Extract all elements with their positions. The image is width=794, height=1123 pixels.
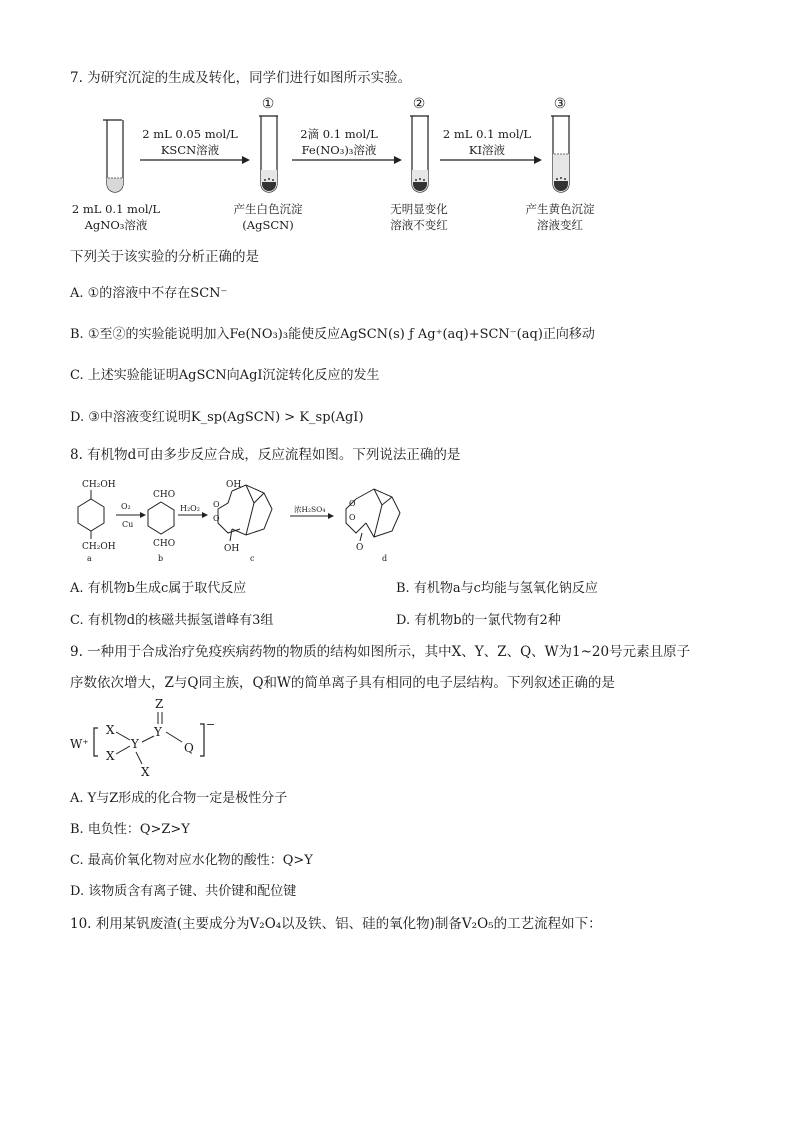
atom-q: Q [184, 741, 194, 755]
arrow-c-to-d [290, 504, 334, 519]
q7-option-c[interactable]: C. 上述实验能证明AgSCN向AgI沉淀转化反应的发生 [70, 368, 380, 383]
b-cho-top: CHO [153, 490, 176, 500]
reagent-o2: O₂ [121, 502, 131, 511]
charge-minus: − [206, 718, 216, 731]
q7-option-a[interactable]: A. ①的溶液中不存在SCN⁻ [70, 286, 228, 301]
q8-option-b[interactable]: B. 有机物a与c均能与氢氧化钠反应 [396, 581, 598, 596]
c-o-1: O [213, 500, 220, 509]
reagent-h2so4: 浓H₂SO₄ [294, 505, 326, 514]
q9-structure [66, 694, 236, 780]
reagent-h2o2: H₂O₂ [180, 504, 200, 513]
test-tube-2 [410, 116, 429, 192]
mark-2: ② [412, 96, 426, 112]
q9-option-a[interactable]: A. Y与Z形成的化合物一定是极性分子 [70, 791, 288, 806]
arrow1-label: 2 mL 0.05 mol/L KSCN溶液 [142, 127, 238, 157]
q7-prompt: 下列关于该实验的分析正确的是 [70, 249, 259, 265]
q8-option-c[interactable]: C. 有机物d的核磁共振氢谱峰有3组 [70, 613, 274, 628]
atom-x-1: X [106, 723, 115, 737]
label-b: b [158, 554, 164, 563]
d-o-1: O [349, 499, 356, 508]
arrow-a-to-b [116, 502, 146, 529]
q9-option-c[interactable]: C. 最高价氧化物对应水化物的酸性：Q>Y [70, 853, 313, 868]
tube3-caption: 产生黄色沉淀 溶液变红 [525, 202, 595, 232]
q10-stem: 10. 利用某钒废渣(主要成分为V₂O₄以及铁、铝、硅的氧化物)制备V₂O₅的工艺流程如下： [70, 916, 602, 932]
test-tube-1 [259, 116, 278, 192]
a-ch2oh-top: CH₂OH [82, 480, 116, 490]
mark-3: ③ [553, 96, 567, 112]
q9-stem-line2: 序数依次增大，Z与Q同主族，Q和W的简单离子具有相同的电子层结构。下列叙述正确的是 [70, 675, 615, 691]
q8-stem: 8. 有机物d可由多步反应合成，反应流程如图。下列说法正确的是 [70, 447, 461, 463]
atom-x-3: X [141, 765, 150, 779]
tube0-caption: 2 mL 0.1 mol/L AgNO₃溶液 [71, 202, 161, 232]
c-oh-bottom: OH [224, 544, 240, 554]
test-tube-3 [551, 116, 570, 192]
d-o-carbonyl: O [356, 543, 364, 553]
q7-option-d[interactable]: D. ③中溶液变红说明K_sp(AgSCN) > K_sp(AgI) [70, 410, 364, 425]
arrow3-label: 2 mL 0.1 mol/L KI溶液 [442, 127, 532, 157]
q7-stem: 7. 为研究沉淀的生成及转化，同学们进行如图所示实验。 [70, 70, 412, 86]
tube2-caption: 无明显变化 溶液不变红 [390, 202, 448, 232]
label-d: d [382, 554, 388, 563]
d-o-2: O [349, 513, 356, 522]
arrow-b-to-c [178, 504, 208, 518]
molecule-b [148, 490, 175, 563]
q9-stem-line1: 9. 一种用于合成治疗免疫疾病药物的物质的结构如图所示，其中X、Y、Z、Q、W为1~20号元素且原子 [70, 644, 691, 660]
atom-x-2: X [106, 749, 115, 763]
q8-option-d[interactable]: D. 有机物b的一氯代物有2种 [396, 613, 561, 628]
q8-reaction-scheme [60, 475, 440, 570]
atom-y-2: Y [154, 725, 162, 739]
q7-option-b[interactable]: B. ①至②的实验能说明加入Fe(NO₃)₃能使反应AgSCN(s) ƒ Ag⁺(aq)+SCN⁻(aq)正向移动 [70, 327, 595, 342]
label-a: a [87, 554, 92, 563]
atom-y-1: Y [131, 737, 139, 751]
atom-w-plus: W⁺ [70, 737, 89, 751]
c-o-2: O [213, 514, 220, 523]
arrow2-label: 2滴 0.1 mol/L Fe(NO₃)₃溶液 [300, 127, 378, 157]
label-c: c [250, 554, 255, 563]
b-cho-bottom: CHO [153, 539, 176, 549]
molecule-a [78, 480, 116, 563]
q8-option-a[interactable]: A. 有机物b生成c属于取代反应 [70, 581, 247, 596]
q9-option-d[interactable]: D. 该物质含有离子键、共价键和配位键 [70, 884, 297, 899]
q9-option-b[interactable]: B. 电负性：Q>Z>Y [70, 822, 190, 837]
reagent-cu: Cu [122, 520, 134, 529]
mark-1: ① [261, 96, 275, 112]
tube1-caption: 产生白色沉淀 (AgSCN) [233, 202, 303, 232]
test-tube-0 [103, 120, 123, 192]
atom-z: Z [155, 697, 164, 711]
bracket-left [94, 728, 98, 756]
c-oh-top: OH [226, 480, 242, 490]
a-ch2oh-bottom: CH₂OH [82, 542, 116, 552]
bracket-right [200, 724, 204, 756]
molecule-d [346, 489, 400, 563]
molecule-c [213, 480, 272, 563]
